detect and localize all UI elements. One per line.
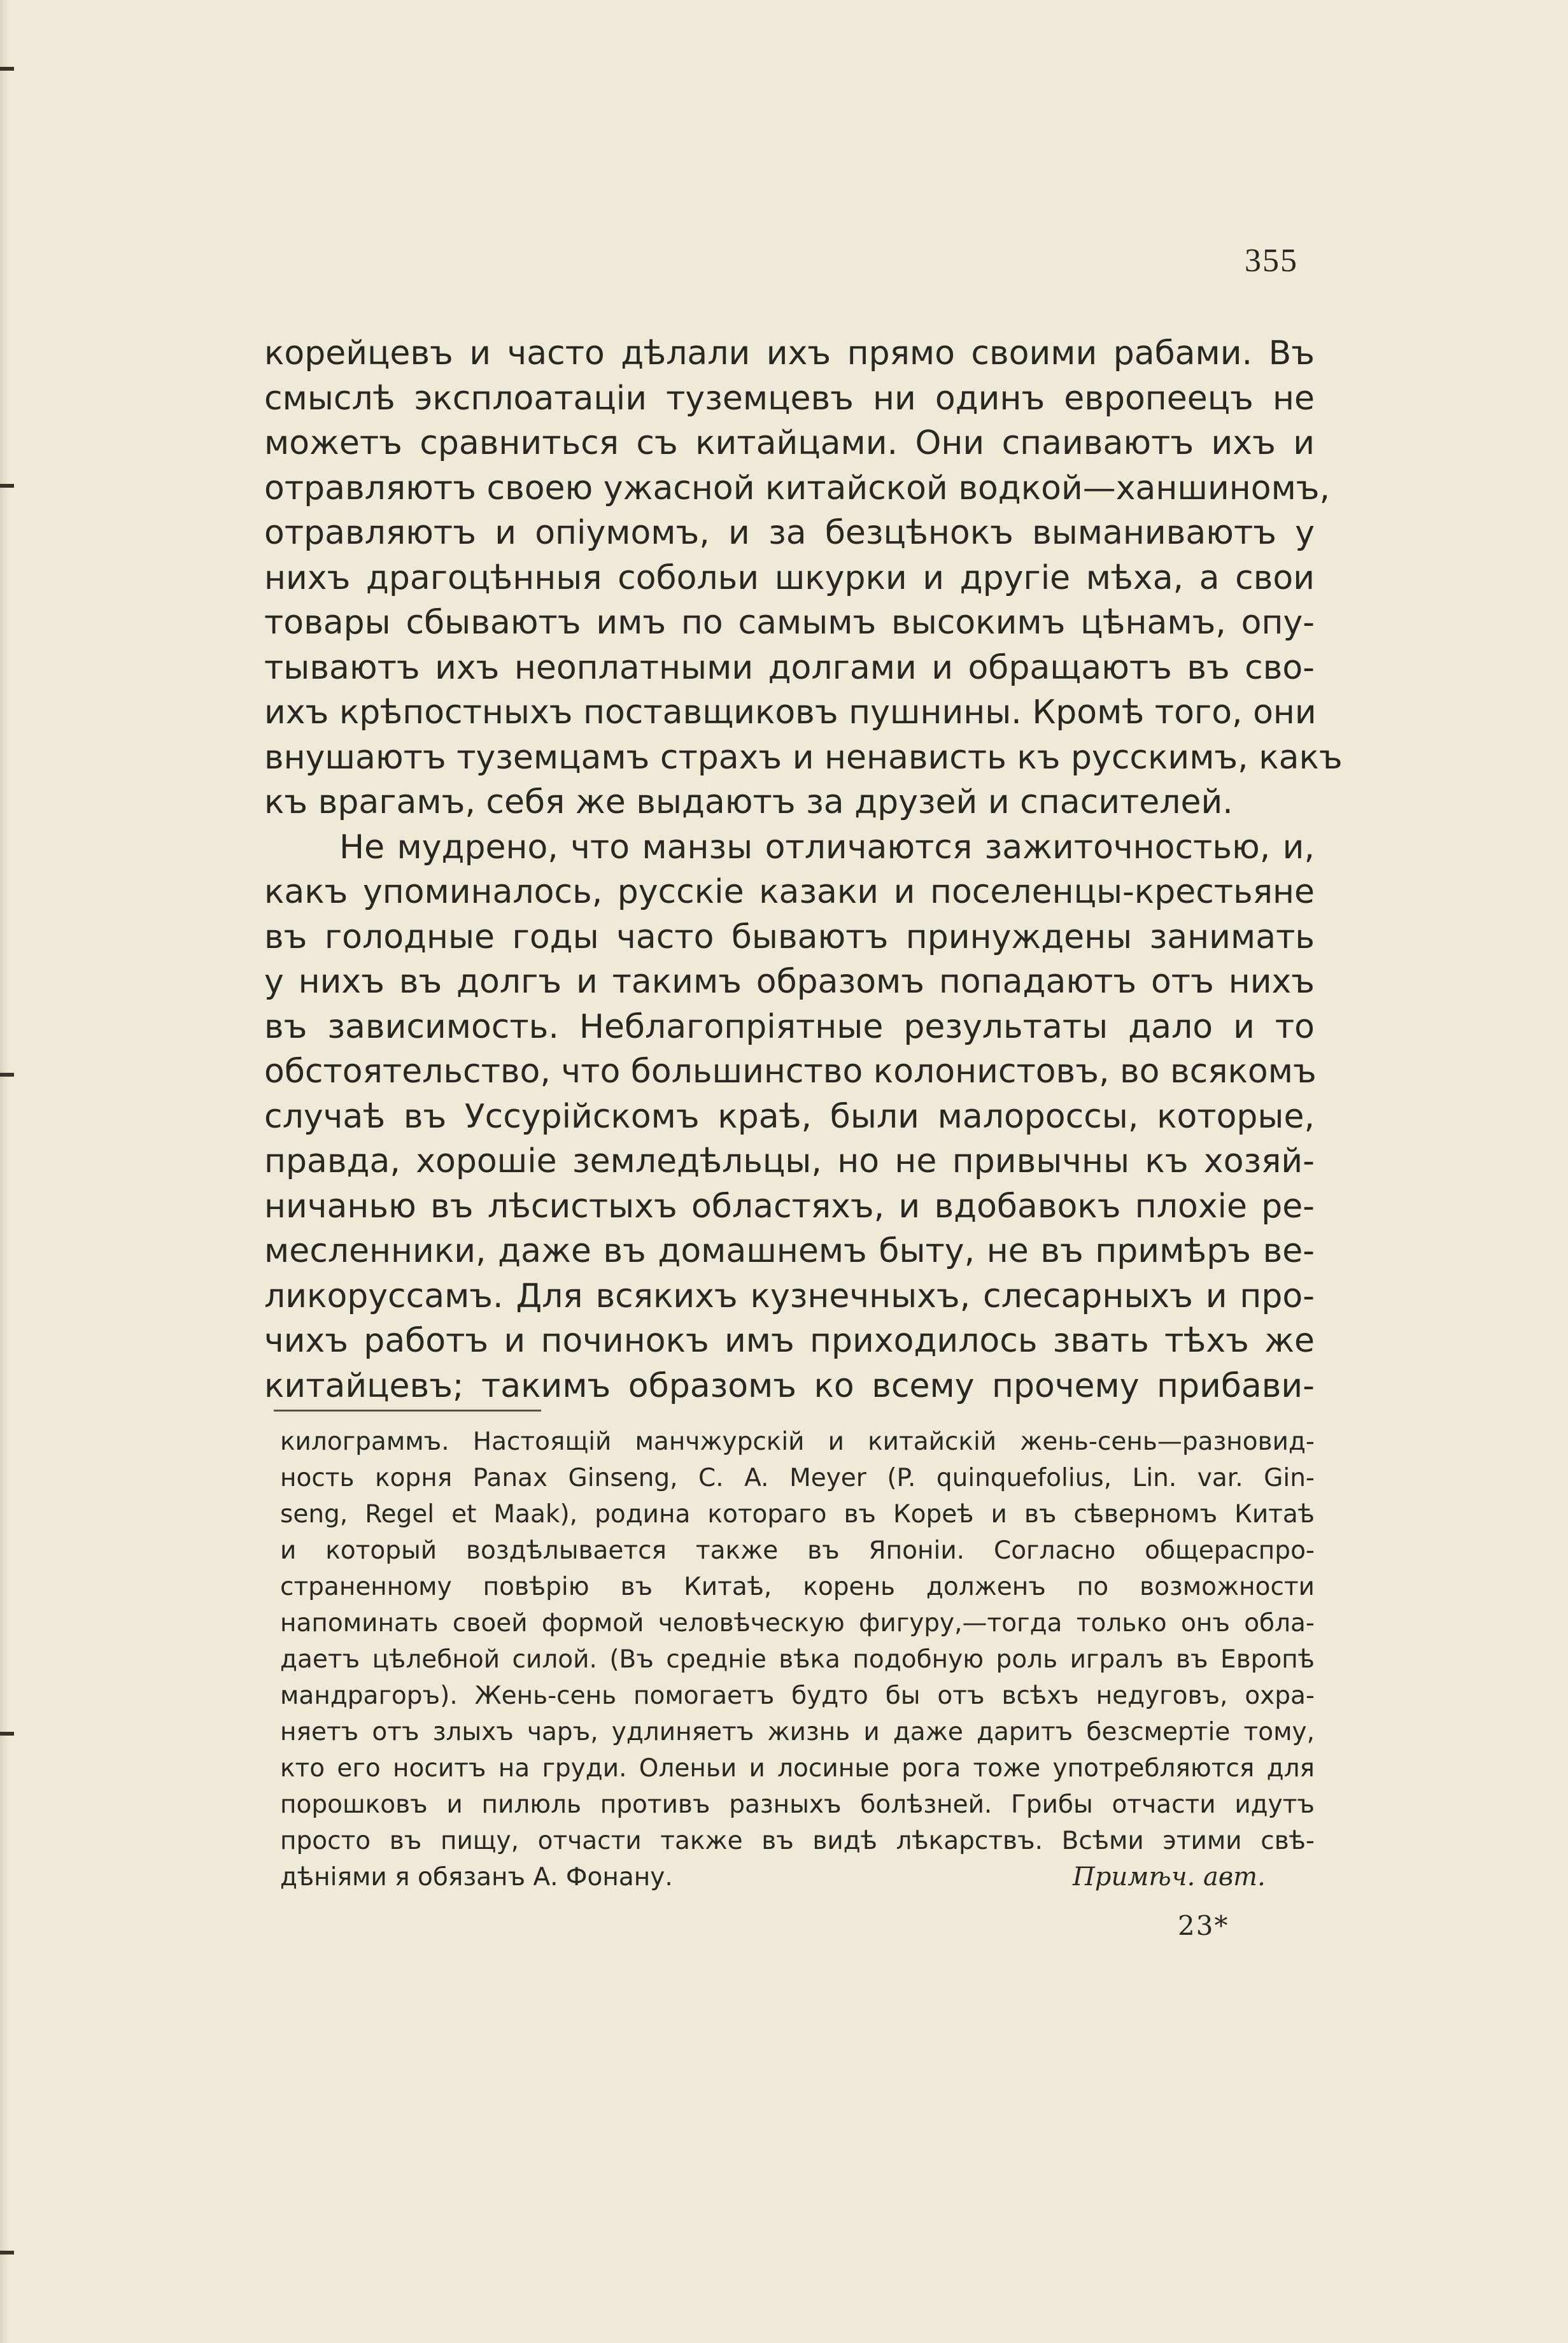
footnote-line: и который воздѣлывается также въ Японiи. Согласно общераспро- bbox=[280, 1536, 1315, 1565]
body-line: ликоруссамъ. Для всякихъ кузнечныхъ, слесарныхъ и про- bbox=[264, 1277, 1315, 1315]
body-line: правда, хорошiе земледѣльцы, но не привычны къ хозяй- bbox=[264, 1142, 1315, 1180]
body-line: отравляютъ и опiумомъ, и за безцѣнокъ выманиваютъ у bbox=[264, 514, 1315, 552]
body-line: внушаютъ туземцамъ страхъ и ненависть къ русскимъ, какъ bbox=[264, 738, 1343, 777]
footnote bbox=[280, 1424, 1315, 1895]
footnote-line: напоминать своей формой человѣческую фигуру,—тогда только онъ обла- bbox=[280, 1609, 1315, 1638]
footnote-signature: Примѣч. авт. bbox=[1073, 1862, 1266, 1892]
body-line: ихъ крѣпостныхъ поставщиковъ пушнины. Кромѣ того, они bbox=[264, 693, 1317, 732]
body-line: у нихъ въ долгъ и такимъ образомъ попадаютъ отъ нихъ bbox=[264, 963, 1315, 1001]
body-line: случаѣ въ Уссурiйскомъ краѣ, были малороссы, которые, bbox=[264, 1097, 1315, 1136]
page-number: 355 bbox=[1245, 243, 1298, 279]
footnote-line: килограммъ. Настоящiй манчжурскiй и китайскiй жень-сень—разновид- bbox=[280, 1427, 1315, 1456]
body-line: въ зависимость. Неблагопрiятные результаты дало и то bbox=[264, 1007, 1315, 1046]
body-line: отравляютъ своею ужасной китайской водкой—ханшиномъ, bbox=[264, 469, 1331, 507]
footnote-line: кто его носитъ на груди. Оленьи и лосиные рога тоже употребляются для bbox=[280, 1754, 1315, 1783]
footnote-line: порошковъ и пилюль противъ разныхъ болѣзней. Грибы отчасти идутъ bbox=[280, 1790, 1315, 1819]
body-line: обстоятельство, что большинство колонистовъ, во всякомъ bbox=[264, 1052, 1317, 1091]
edge-mark bbox=[0, 67, 14, 71]
footnote-line: няетъ отъ злыхъ чаръ, удлиняетъ жизнь и даже даритъ безсмертiе тому, bbox=[280, 1718, 1315, 1746]
body-line: смыслѣ эксплоатацiи туземцевъ ни одинъ европеецъ не bbox=[264, 379, 1315, 418]
footnote-last-text: дѣнiями я обязанъ А. Фонану. bbox=[280, 1863, 673, 1892]
footnote-line: страненному повѣрiю въ Китаѣ, корень долженъ по возможности bbox=[280, 1573, 1315, 1601]
body-line: чихъ работъ и починокъ имъ приходилось звать тѣхъ же bbox=[264, 1322, 1315, 1360]
body-line: товары сбываютъ имъ по самымъ высокимъ цѣнамъ, опу- bbox=[264, 604, 1315, 642]
footnote-line: мандрагоръ). Жень-сень помогаетъ будто бы отъ всѣхъ недуговъ, охра- bbox=[280, 1681, 1315, 1710]
footnote-line: ность корня Panax Ginseng, C. A. Meyer (P. quinquefolius, Lin. var. Gin- bbox=[280, 1464, 1315, 1492]
body-line: китайцевъ; такимъ образомъ ко всему прочему прибави- bbox=[264, 1366, 1315, 1405]
body-line: въ голодные годы часто бываютъ принуждены занимать bbox=[264, 917, 1315, 956]
footnote-divider bbox=[274, 1410, 541, 1412]
edge-mark bbox=[0, 2251, 14, 2255]
body-line: къ врагамъ, себя же выдаютъ за друзей и спасителей. bbox=[264, 783, 1233, 821]
body-line: тываютъ ихъ неоплатными долгами и обращаютъ въ сво- bbox=[264, 648, 1315, 687]
footnote-line: просто въ пищу, отчасти также въ видѣ лѣкарствъ. Всѣми этими свѣ- bbox=[280, 1827, 1315, 1855]
body-line: корейцевъ и часто дѣлали ихъ прямо своими рабами. Въ bbox=[264, 334, 1315, 372]
body-text bbox=[264, 331, 1343, 1408]
page-edge bbox=[0, 0, 9, 2343]
signature-mark: 23* bbox=[1178, 1910, 1229, 1941]
footnote-line: даетъ цѣлебной силой. (Въ среднiе вѣка подобную роль игралъ въ Европѣ bbox=[280, 1645, 1315, 1674]
body-line: Не мудрено, что манзы отличаются зажиточностью, и, bbox=[339, 828, 1315, 867]
edge-mark bbox=[0, 1073, 14, 1077]
body-line: нихъ драгоцѣнныя собольи шкурки и другiе мѣха, а свои bbox=[264, 558, 1315, 597]
body-line: месленники, даже въ домашнемъ быту, не въ примѣръ ве- bbox=[264, 1232, 1315, 1270]
body-line: какъ упоминалось, русскiе казаки и поселенцы-крестьяне bbox=[264, 873, 1315, 911]
body-line: можетъ сравниться съ китайцами. Они спаиваютъ ихъ и bbox=[264, 424, 1315, 462]
footnote-line: seng, Regel et Maak), родина котораго въ Кореѣ и въ сѣверномъ Китаѣ bbox=[280, 1500, 1315, 1529]
edge-mark bbox=[0, 1732, 14, 1736]
footnote-last-line bbox=[280, 1859, 1315, 1895]
edge-mark bbox=[0, 484, 14, 488]
body-line: ничанью въ лѣсистыхъ областяхъ, и вдобавокъ плохiе ре- bbox=[264, 1187, 1315, 1226]
